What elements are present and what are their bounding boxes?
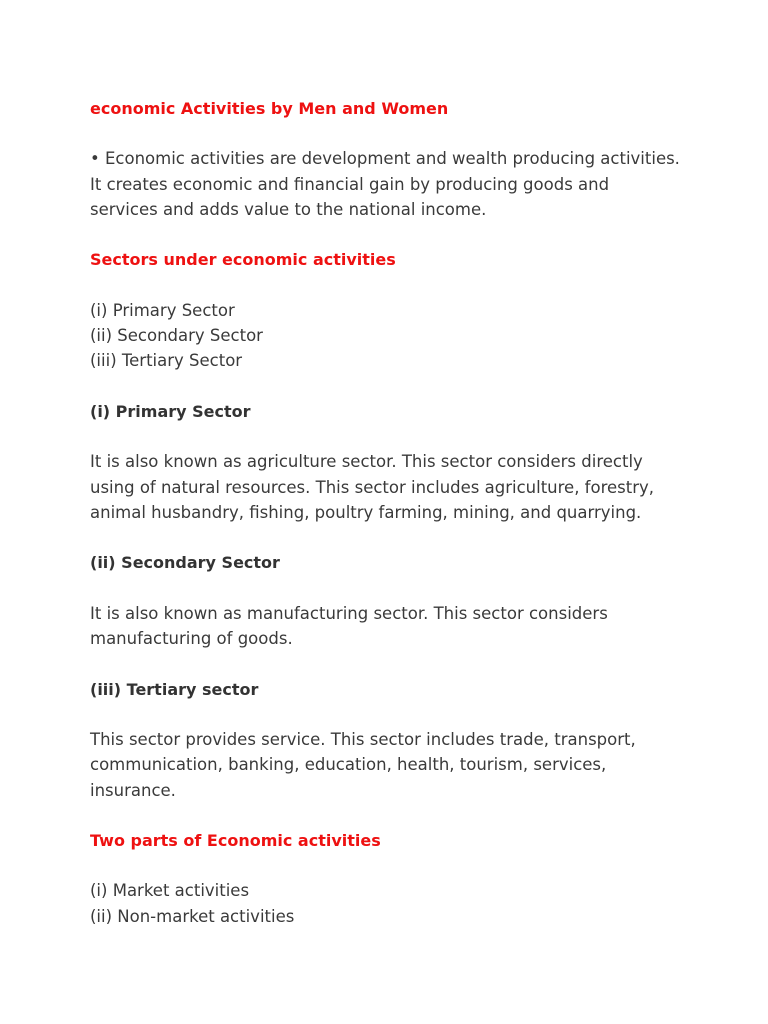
secondary-sector-heading: (ii) Secondary Sector xyxy=(90,553,280,573)
primary-sector-heading: (i) Primary Sector xyxy=(90,401,251,421)
intro-paragraph: • Economic activities are development and wealth producing activities. It creates economic and financial gain by producing goods and services and adds value to the national income. xyxy=(90,149,680,219)
tertiary-sector-paragraph: This sector provides service. This sector includes trade, transport, communication, banking, education, health, tourism, services, insurance. xyxy=(90,729,636,800)
secondary-sector-paragraph: It is also known as manufacturing sector. This sector considers manufacturing of goods. xyxy=(90,603,608,649)
sectors-list xyxy=(90,298,690,374)
tertiary-sector-heading: (iii) Tertiary sector xyxy=(90,679,259,699)
parts-heading: Two parts of Economic activities xyxy=(90,831,381,851)
list-item: (i) Market activities xyxy=(90,881,250,901)
document-title: economic Activities by Men and Women xyxy=(90,99,449,118)
list-item: (i) Primary Sector xyxy=(90,300,235,320)
list-item: (ii) Secondary Sector xyxy=(90,326,263,346)
primary-sector-paragraph: It is also known as agriculture sector. This sector considers directly using of natural resources. This sector includes agriculture, forestry, animal husbandry, fishing, poultry farming, mining, and quarrying. xyxy=(90,452,655,522)
document-page xyxy=(90,96,690,929)
list-item: (iii) Tertiary Sector xyxy=(90,351,243,371)
sectors-heading: Sectors under economic activities xyxy=(90,250,396,270)
list-item: (ii) Non-market activities xyxy=(90,906,295,926)
parts-list xyxy=(90,878,690,929)
